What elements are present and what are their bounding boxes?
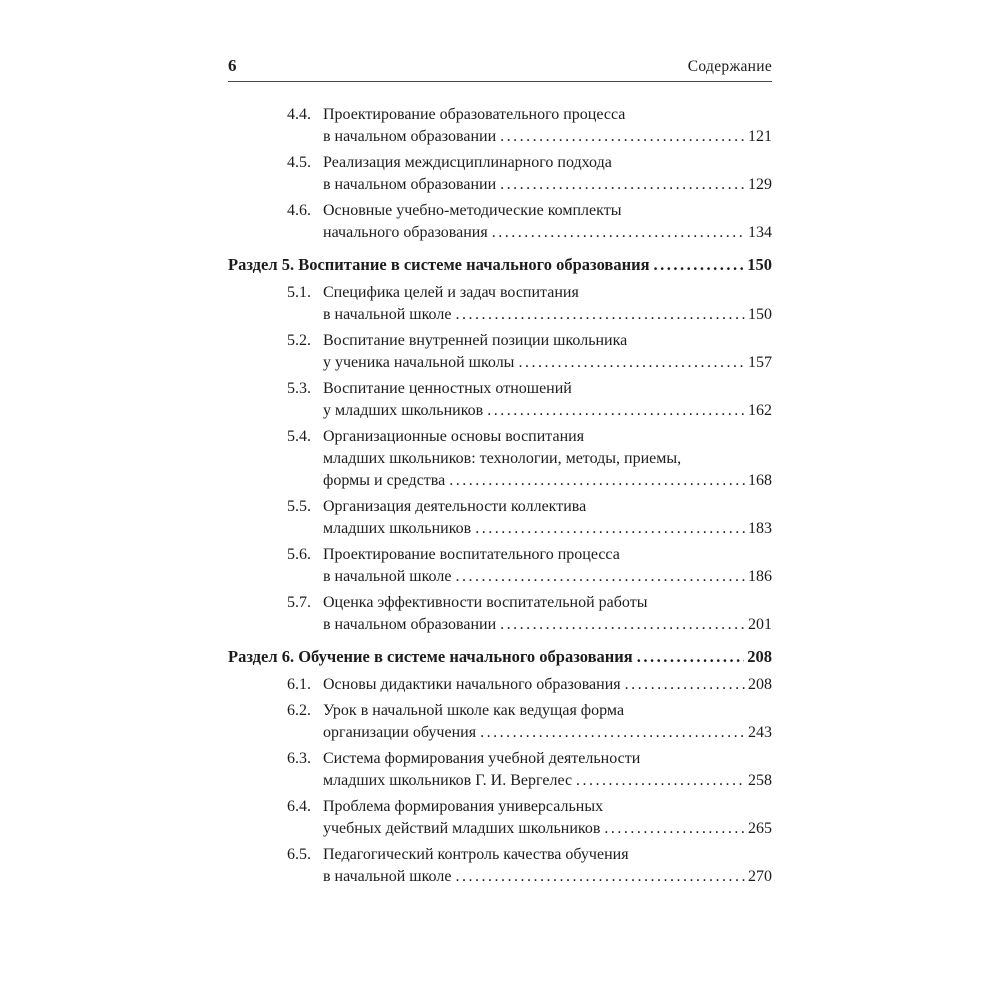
item-body (323, 152, 772, 196)
item-page-number: 270 (748, 868, 772, 885)
dot-leader (637, 646, 745, 668)
running-header (228, 56, 772, 82)
item-page-number: 258 (748, 772, 772, 789)
item-number: 6.5. (287, 846, 311, 863)
item-page-number: 168 (748, 472, 772, 489)
dot-leader (576, 770, 745, 792)
item-last-line (323, 866, 772, 888)
item-number: 4.5. (287, 154, 311, 171)
item-text: в начальной школе (323, 868, 452, 885)
toc-section-entry (228, 254, 772, 276)
toc-item-entry (228, 674, 772, 696)
item-body (323, 426, 772, 492)
item-text-line: Проектирование образовательного процесса (323, 106, 626, 123)
item-text-line: Основные учебно-методические комплекты (323, 202, 622, 219)
toc-section-entry (228, 646, 772, 668)
dot-leader (604, 818, 745, 840)
item-text: в начальном образовании (323, 616, 497, 633)
toc-item-entry (228, 544, 772, 588)
item-page-number: 265 (748, 820, 772, 837)
item-number: 5.3. (287, 380, 311, 397)
item-last-line (323, 566, 772, 588)
item-body (323, 748, 772, 792)
item-number: 6.3. (287, 750, 311, 767)
item-text-line: Проблема формирования универсальных (323, 798, 604, 815)
item-text-line: Система формирования учебной деятельности (323, 750, 641, 767)
header-title: Содержание (687, 58, 772, 75)
item-text-line: Оценка эффективности воспитательной работы (323, 594, 648, 611)
item-text: в начальном образовании (323, 128, 497, 145)
toc-item-entry (228, 700, 772, 744)
dot-leader (480, 722, 745, 744)
toc-item-entry (228, 378, 772, 422)
item-text-line: Организационные основы воспитания (323, 428, 585, 445)
item-last-line (323, 304, 772, 326)
item-number: 5.1. (287, 284, 311, 301)
item-last-line (323, 674, 772, 696)
item-last-line (323, 614, 772, 636)
item-last-line (323, 470, 772, 492)
dot-leader (500, 174, 745, 196)
dot-leader (449, 470, 745, 492)
item-number: 6.1. (287, 676, 311, 693)
item-number: 5.2. (287, 332, 311, 349)
section-page-number: 150 (747, 255, 772, 274)
toc-item-entry (228, 282, 772, 326)
item-page-number: 208 (748, 676, 772, 693)
item-last-line (323, 818, 772, 840)
item-last-line (323, 126, 772, 148)
item-number: 5.4. (287, 428, 311, 445)
item-body (323, 200, 772, 244)
toc-item-entry (228, 592, 772, 636)
item-last-line (323, 518, 772, 540)
item-page-number: 243 (748, 724, 772, 741)
item-text: в начальной школе (323, 568, 452, 585)
item-text-line: Воспитание внутренней позиции школьника (323, 332, 628, 349)
item-text: организации обучения (323, 724, 477, 741)
item-number: 4.4. (287, 106, 311, 123)
toc-item-entry (228, 844, 772, 888)
item-text-line: Реализация междисциплинарного подхода (323, 154, 612, 171)
item-text: Основы дидактики начального образования (323, 676, 621, 693)
item-page-number: 186 (748, 568, 772, 585)
item-text-line: Организация деятельности коллектива (323, 498, 587, 515)
item-body (323, 674, 772, 696)
toc-item-entry (228, 152, 772, 196)
dot-leader (654, 254, 745, 276)
item-body (323, 592, 772, 636)
page-number: 6 (228, 56, 237, 75)
item-body (323, 104, 772, 148)
item-last-line (323, 222, 772, 244)
dot-leader (455, 566, 745, 588)
item-body (323, 378, 772, 422)
toc-item-entry (228, 200, 772, 244)
item-text: формы и средства (323, 472, 446, 489)
item-page-number: 150 (748, 306, 772, 323)
item-text: у младших школьников (323, 402, 484, 419)
item-body (323, 544, 772, 588)
item-text-line: Педагогический контроль качества обучения (323, 846, 629, 863)
item-text: учебных действий младших школьников (323, 820, 601, 837)
item-text-line: младших школьников: технологии, методы, приемы, (323, 450, 682, 467)
item-number: 5.6. (287, 546, 311, 563)
toc-item-entry (228, 796, 772, 840)
item-text: в начальном образовании (323, 176, 497, 193)
item-text: в начальной школе (323, 306, 452, 323)
item-body (323, 844, 772, 888)
item-last-line (323, 770, 772, 792)
item-body (323, 282, 772, 326)
toc-list (228, 104, 772, 888)
toc-item-entry (228, 748, 772, 792)
item-page-number: 157 (748, 354, 772, 371)
item-body (323, 796, 772, 840)
dot-leader (487, 400, 745, 422)
section-label: Раздел 6. Обучение в системе начального образования (228, 647, 633, 666)
toc-item-entry (228, 496, 772, 540)
item-last-line (323, 722, 772, 744)
dot-leader (518, 352, 745, 374)
section-label: Раздел 5. Воспитание в системе начального образования (228, 255, 650, 274)
item-number: 5.7. (287, 594, 311, 611)
toc-item-entry (228, 104, 772, 148)
item-page-number: 134 (748, 224, 772, 241)
item-text: у ученика начальной школы (323, 354, 515, 371)
item-page-number: 129 (748, 176, 772, 193)
item-text-line: Воспитание ценностных отношений (323, 380, 572, 397)
item-text: младших школьников Г. И. Вергелес (323, 772, 573, 789)
item-number: 4.6. (287, 202, 311, 219)
item-number: 5.5. (287, 498, 311, 515)
item-last-line (323, 174, 772, 196)
item-page-number: 201 (748, 616, 772, 633)
item-page-number: 183 (748, 520, 772, 537)
dot-leader (492, 222, 745, 244)
item-page-number: 121 (748, 128, 772, 145)
item-text-line: Специфика целей и задач воспитания (323, 284, 579, 301)
item-body (323, 330, 772, 374)
section-page-number: 208 (747, 647, 772, 666)
item-text: начального образования (323, 224, 488, 241)
page-content (228, 56, 772, 892)
item-page-number: 162 (748, 402, 772, 419)
dot-leader (455, 304, 745, 326)
dot-leader (625, 674, 745, 696)
toc-item-entry (228, 330, 772, 374)
dot-leader (475, 518, 745, 540)
item-last-line (323, 352, 772, 374)
item-last-line (323, 400, 772, 422)
item-body (323, 496, 772, 540)
dot-leader (500, 126, 745, 148)
item-text: младших школьников (323, 520, 472, 537)
item-number: 6.2. (287, 702, 311, 719)
dot-leader (455, 866, 745, 888)
dot-leader (500, 614, 745, 636)
toc-item-entry (228, 426, 772, 492)
item-body (323, 700, 772, 744)
item-text-line: Урок в начальной школе как ведущая форма (323, 702, 625, 719)
item-text-line: Проектирование воспитательного процесса (323, 546, 620, 563)
item-number: 6.4. (287, 798, 311, 815)
